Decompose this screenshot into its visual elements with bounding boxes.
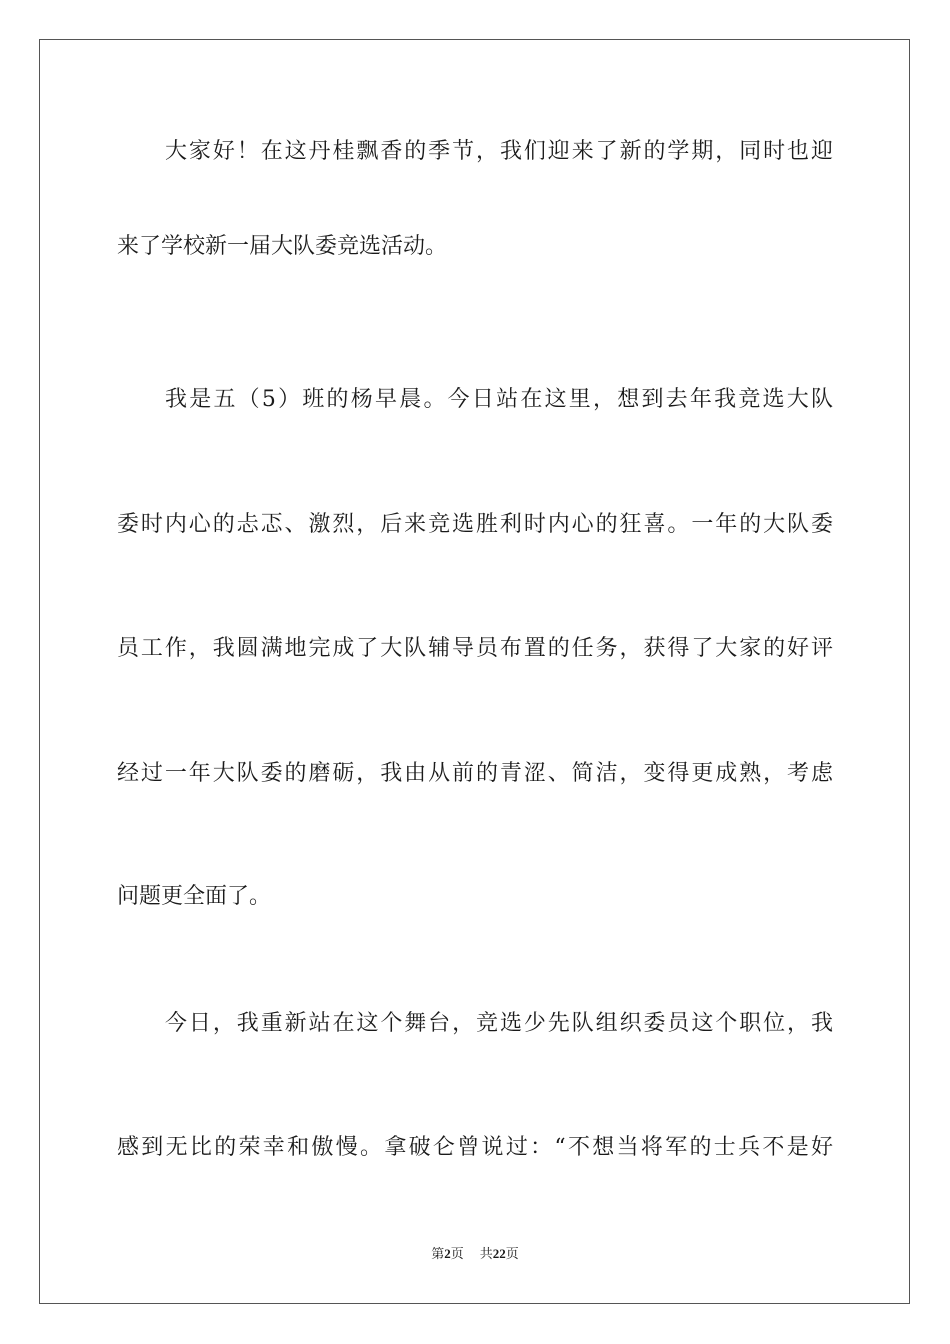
page-current: 2 xyxy=(444,1246,451,1261)
paragraph-3-line-1: 今日，我重新站在这个舞台，竞选少先队组织委员这个职位，我 xyxy=(165,1011,833,1036)
paragraph-2-line-5: 问题更全面了。 xyxy=(117,884,272,909)
page-total: 22 xyxy=(492,1246,506,1261)
page-suffix: 页 xyxy=(450,1247,464,1262)
paragraph-2-line-2: 委时内心的忐忑、激烈，后来竞选胜利时内心的狂喜。一年的大队委 xyxy=(117,512,833,537)
total-prefix: 共 xyxy=(479,1247,493,1262)
total-suffix: 页 xyxy=(505,1247,519,1262)
page-footer xyxy=(0,1245,950,1264)
paragraph-3-line-2: 感到无比的荣幸和傲慢。拿破仑曾说过：“不想当将军的士兵不是好 xyxy=(117,1135,833,1160)
page-prefix: 第 xyxy=(431,1247,445,1262)
paragraph-1-line-1: 大家好！在这丹桂飘香的季节，我们迎来了新的学期，同时也迎 xyxy=(165,139,833,164)
paragraph-2-line-1: 我是五（5）班的杨早晨。今日站在这里，想到去年我竞选大队 xyxy=(165,387,833,412)
paragraph-2-line-4: 经过一年大队委的磨砺，我由从前的青涩、简洁，变得更成熟，考虑 xyxy=(117,761,833,786)
paragraph-2-line-3: 员工作，我圆满地完成了大队辅导员布置的任务，获得了大家的好评 xyxy=(117,636,833,661)
page-frame xyxy=(39,39,910,1304)
paragraph-1-line-2: 来了学校新一届大队委竞选活动。 xyxy=(117,234,448,259)
